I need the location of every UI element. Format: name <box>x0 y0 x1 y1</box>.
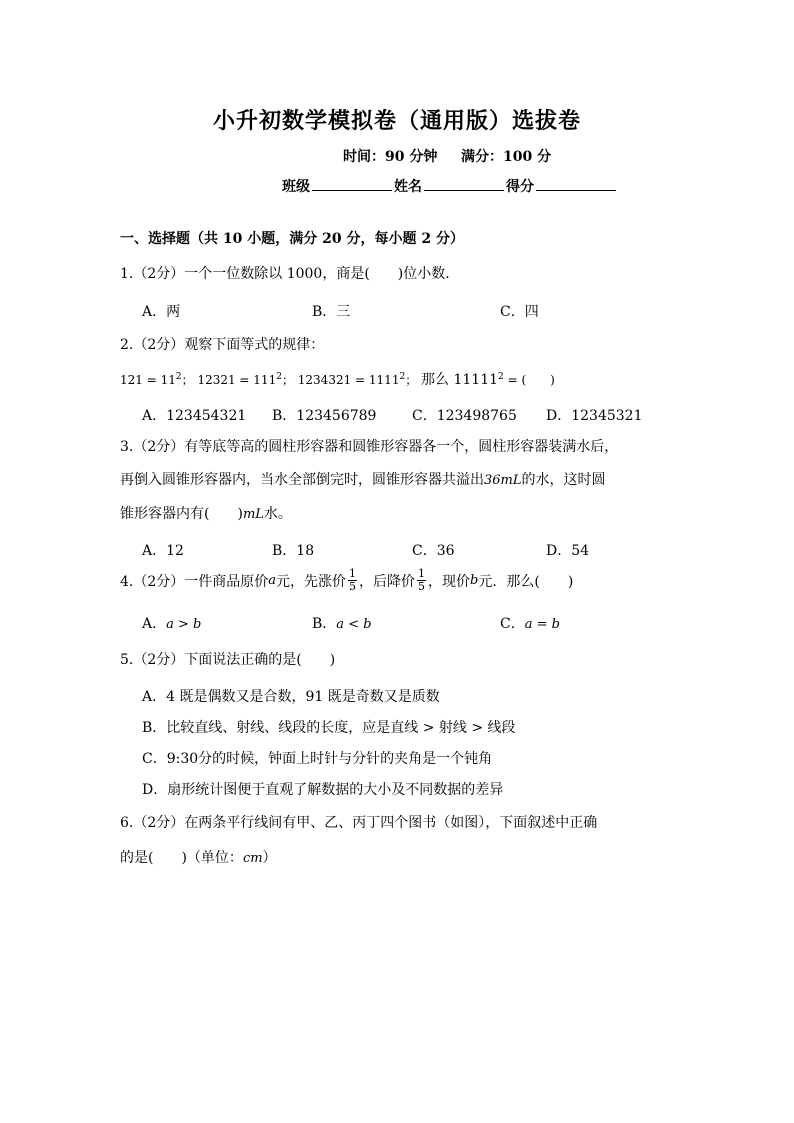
name-blank <box>424 176 504 191</box>
score-info: 满分：100 分 <box>461 149 552 165</box>
time-info: 时间：90 分钟 <box>343 149 438 165</box>
question-2-option-d: D．12345321 <box>546 408 643 424</box>
question-4-stem: 4.（2分）一件商品原价 a 元，先涨价 $\frac{1}{5}$ ，后降价 $\frac{1}{5}$ ，现价 b 元．那么( ) <box>120 567 574 593</box>
variable-a: a <box>268 573 277 588</box>
equation-1: 121 = 11 <box>120 373 176 387</box>
question-6-line-2: 的是( )（单位：cm） <box>120 850 277 866</box>
unit-cm: cm <box>242 851 263 866</box>
question-2-option-b: B．123456789 <box>272 408 377 424</box>
question-5-option-c: C．9:30分的时候，钟面上时针与分针的夹角是一个钝角 <box>142 751 493 767</box>
question-3-line-2: 再倒入圆锥形容器内，当水全部倒完时，圆锥形容器共溢出36mL的水，这时圆 <box>120 472 606 488</box>
question-2-stem: 2.（2分）观察下面等式的规律： <box>120 337 325 353</box>
question-5-stem: 5.（2分）下面说法正确的是( ) <box>120 652 336 668</box>
question-4-option-b: B．a < b <box>312 616 372 632</box>
question-2-option-c: C．123498765 <box>412 408 517 424</box>
question-4-option-a: A．a > b <box>142 616 202 632</box>
section-heading: 一、选择题（共 10 小题，满分 20 分，每小题 2 分） <box>120 231 464 247</box>
score-label: 得分 <box>506 179 534 195</box>
class-blank <box>312 176 392 191</box>
equation-3: 1234321 = 1111 <box>297 373 400 387</box>
question-2-option-a: A．123454321 <box>142 408 247 424</box>
question-3-line-3: 锥形容器内有( )mL水。 <box>120 506 292 522</box>
student-info-row <box>282 176 618 196</box>
unit-ml: mL <box>242 507 264 522</box>
overflow-volume: 36mL <box>484 473 522 488</box>
question-3-option-b: B．18 <box>272 543 315 559</box>
fraction-one-fifth: $\frac{1}{5}$ <box>418 567 426 593</box>
question-3-option-d: D．54 <box>546 543 590 559</box>
question-3-option-c: C．36 <box>412 543 455 559</box>
question-5-option-b: B．比较直线、射线、线段的长度，应是直线 > 射线 > 线段 <box>142 720 516 736</box>
question-1-option-b: B．三 <box>312 304 351 320</box>
question-3-option-a: A．12 <box>142 543 184 559</box>
name-label: 姓名 <box>394 179 422 195</box>
question-1-option-a: A．两 <box>142 304 181 320</box>
equation-question: 那么 11111 <box>421 372 499 388</box>
score-blank <box>536 176 616 191</box>
question-6-line-1: 6.（2分）在两条平行线间有甲、乙、丙丁四个图书（如图），下面叙述中正确 <box>120 815 598 831</box>
question-3-line-1: 3.（2分）有等底等高的圆柱形容器和圆锥形容器各一个，圆柱形容器装满水后， <box>120 439 619 455</box>
equation-2: 12321 = 111 <box>197 373 277 387</box>
question-5-option-a: A．4 既是偶数又是合数，91 既是奇数又是质数 <box>142 689 440 705</box>
page-title: 小升初数学模拟卷（通用版）选拔卷 <box>212 108 581 134</box>
class-label: 班级 <box>282 179 310 195</box>
fraction-one-fifth: $\frac{1}{5}$ <box>349 567 357 593</box>
question-1-option-c: C．四 <box>500 304 539 320</box>
question-1-stem: 1.（2分）一个一位数除以 1000，商是( )位小数. <box>120 266 450 282</box>
question-5-option-d: D．扇形统计图便于直观了解数据的大小及不同数据的差异 <box>142 782 504 798</box>
question-2-equations: $121 = 11^2$； $12321 = 111^2$； $1234321 = 1111^2$； 那么 $11111^2$ = ( ) <box>120 372 555 388</box>
variable-b: b <box>470 573 479 588</box>
question-4-option-c: C．a = b <box>500 616 560 632</box>
